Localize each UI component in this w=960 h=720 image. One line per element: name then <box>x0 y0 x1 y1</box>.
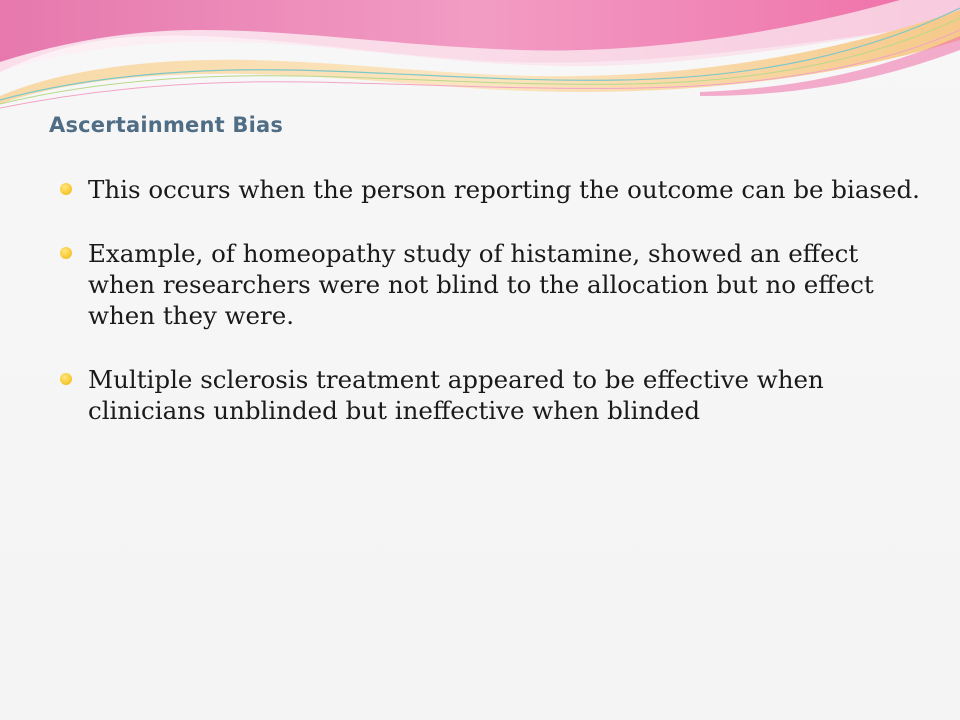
bullet-item <box>60 364 920 426</box>
bullet-dot-icon <box>60 373 72 385</box>
bullet-text: Example, of homeopathy study of histamine, showed an effect when researchers were not blind to the allocation but no effect when they were. <box>88 239 874 330</box>
bullet-dot-icon <box>60 183 72 195</box>
bullet-item <box>60 238 920 331</box>
slide-title: Ascertainment Bias <box>49 113 284 137</box>
decorative-wave-header <box>0 0 960 130</box>
bullet-text: Multiple sclerosis treatment appeared to be effective when clinicians unblinded but ineffective when blinded <box>88 365 824 425</box>
bullet-text: This occurs when the person reporting the outcome can be biased. <box>88 175 920 204</box>
bullet-dot-icon <box>60 247 72 259</box>
bullet-list <box>60 174 920 459</box>
bullet-item <box>60 174 920 205</box>
